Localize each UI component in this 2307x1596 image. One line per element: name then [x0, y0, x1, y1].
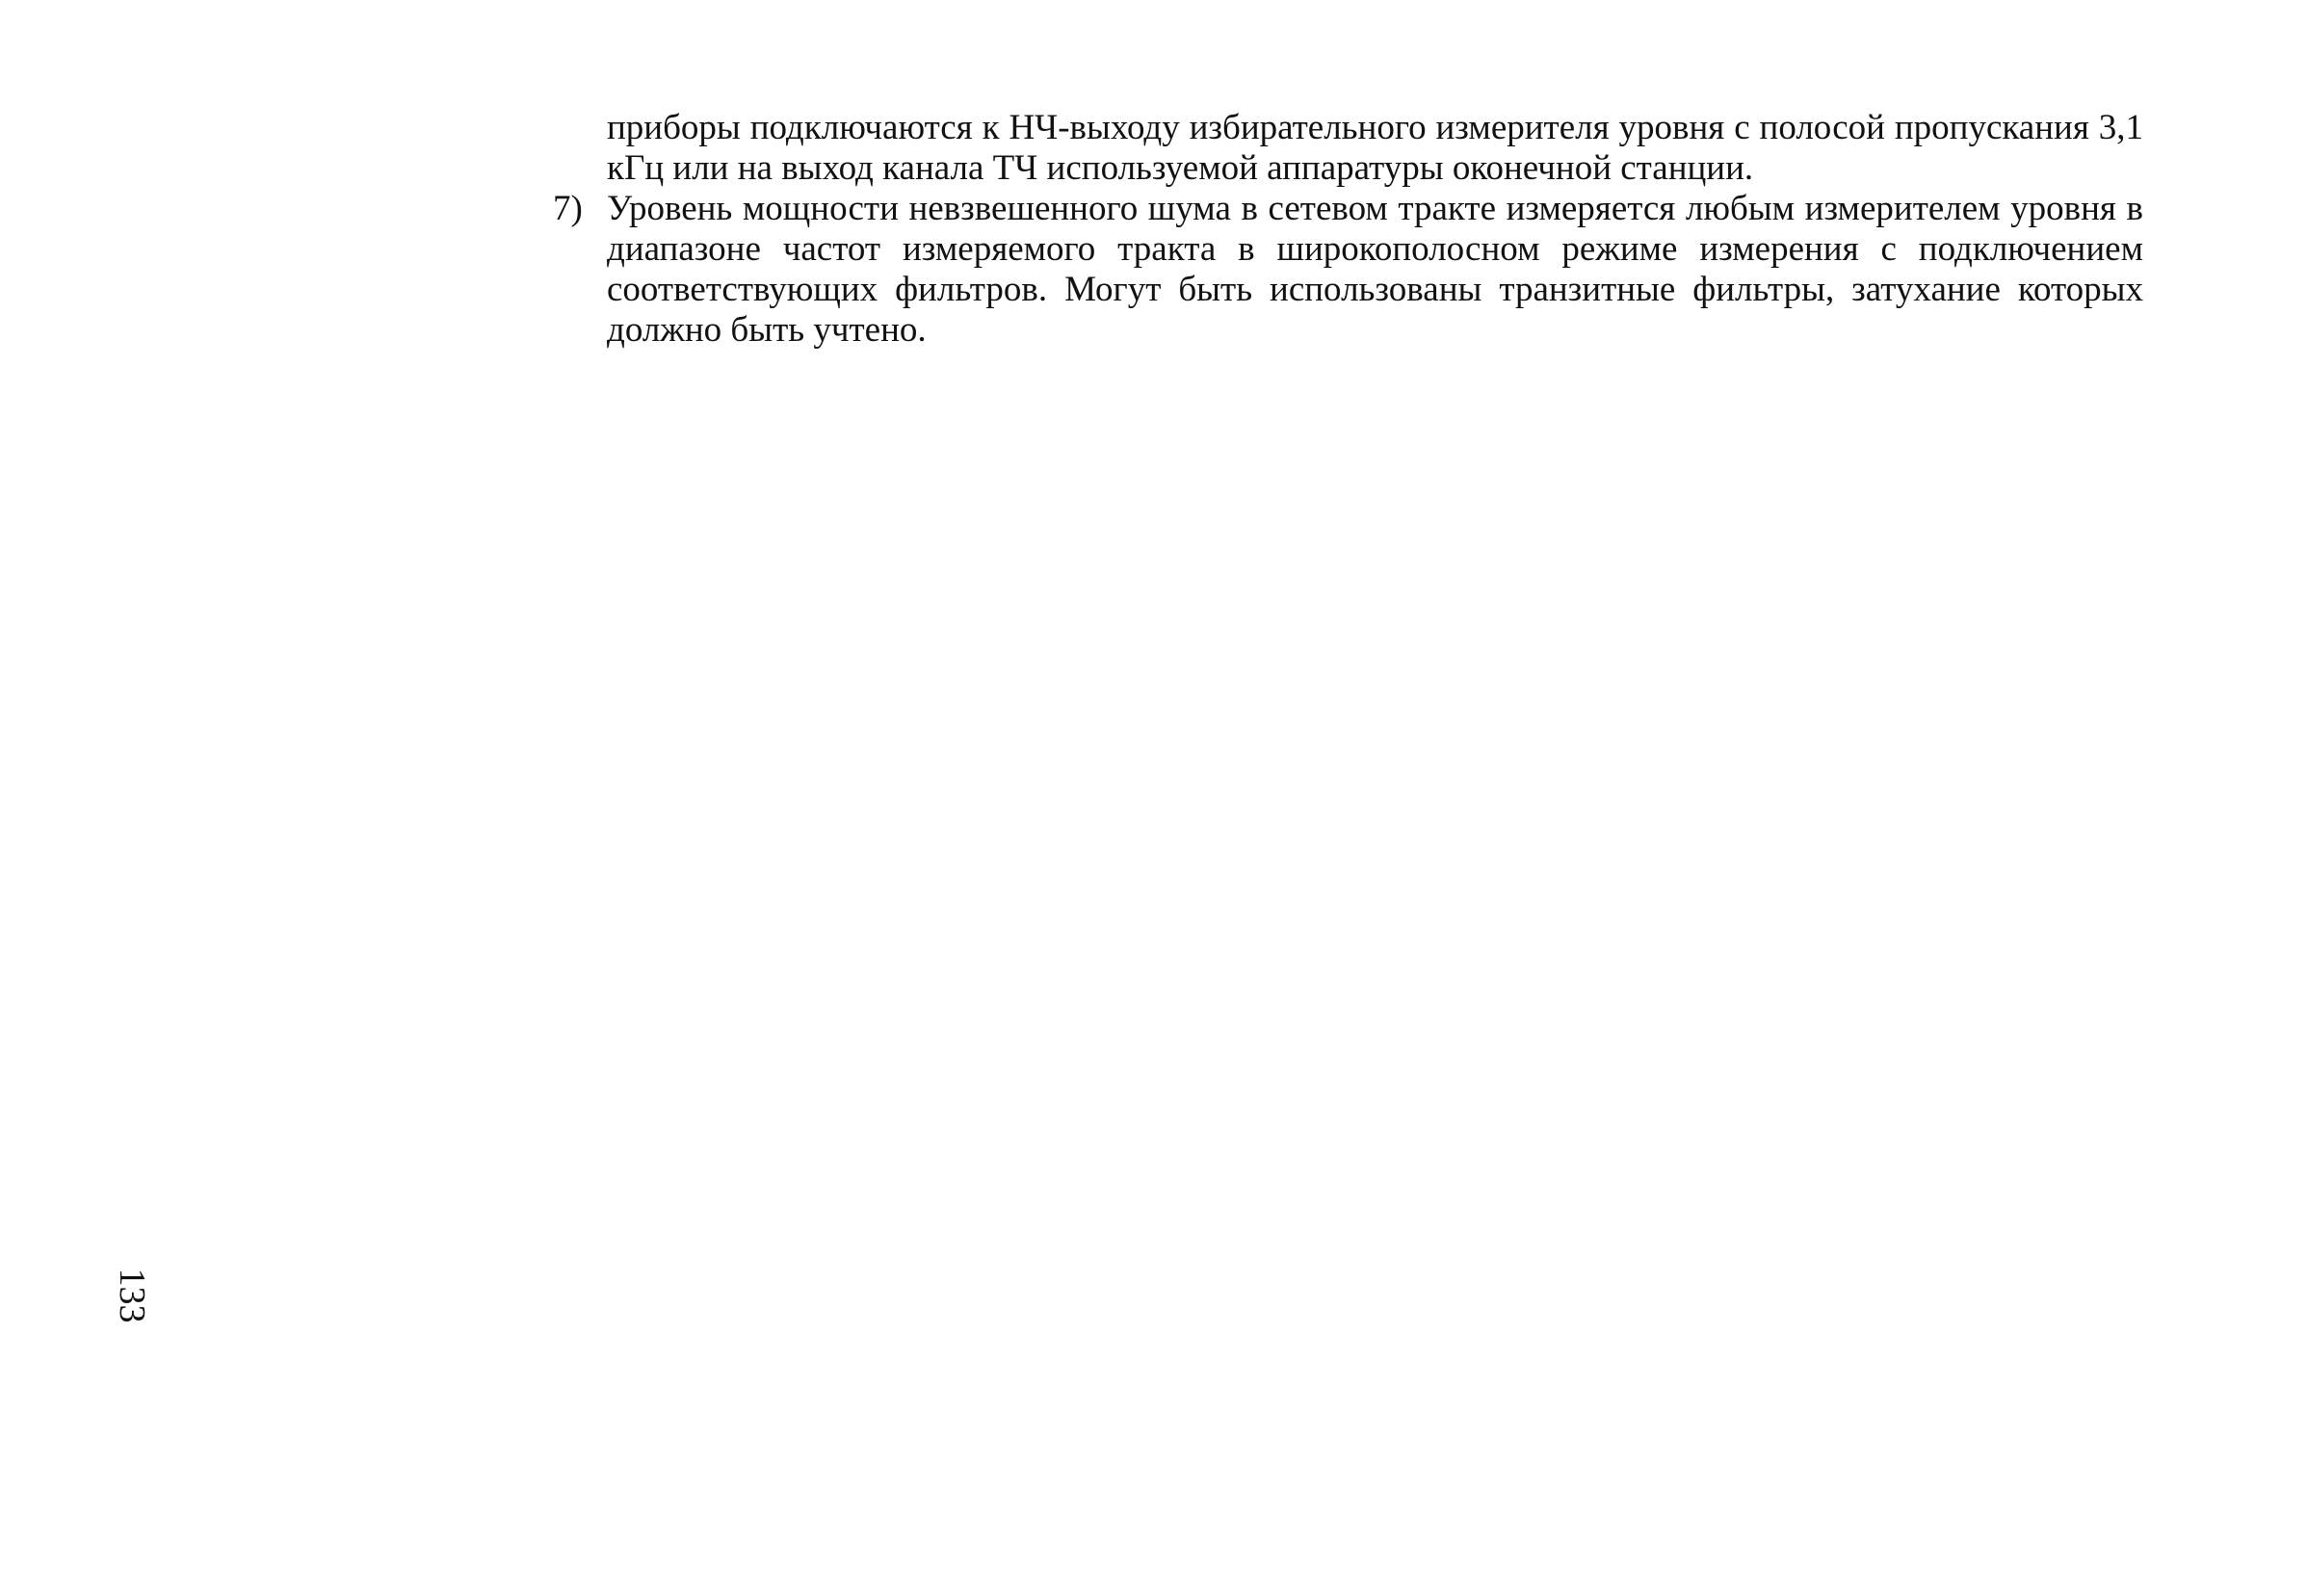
page-number: 133	[112, 1268, 152, 1323]
continuation-paragraph: приборы подключаются к НЧ-выходу избирательного измерителя уровня с полосой пропускания 3,1 кГц или на выход канала ТЧ используемой аппаратуры оконечной станции.	[607, 108, 2143, 188]
list-item-text: Уровень мощности невзвешенного шума в сетевом тракте измеряется любым измерителем уровня в диапазоне частот измеряемого тракта в широкополосном режиме измерения с подключением соответствующих фильтров. Могут быть использованы транзитные фильтры, затухание которых должно быть учтено.	[607, 189, 2143, 350]
list-item	[547, 189, 2143, 351]
list-item-number: 7)	[553, 189, 583, 228]
body-text	[547, 108, 2143, 351]
